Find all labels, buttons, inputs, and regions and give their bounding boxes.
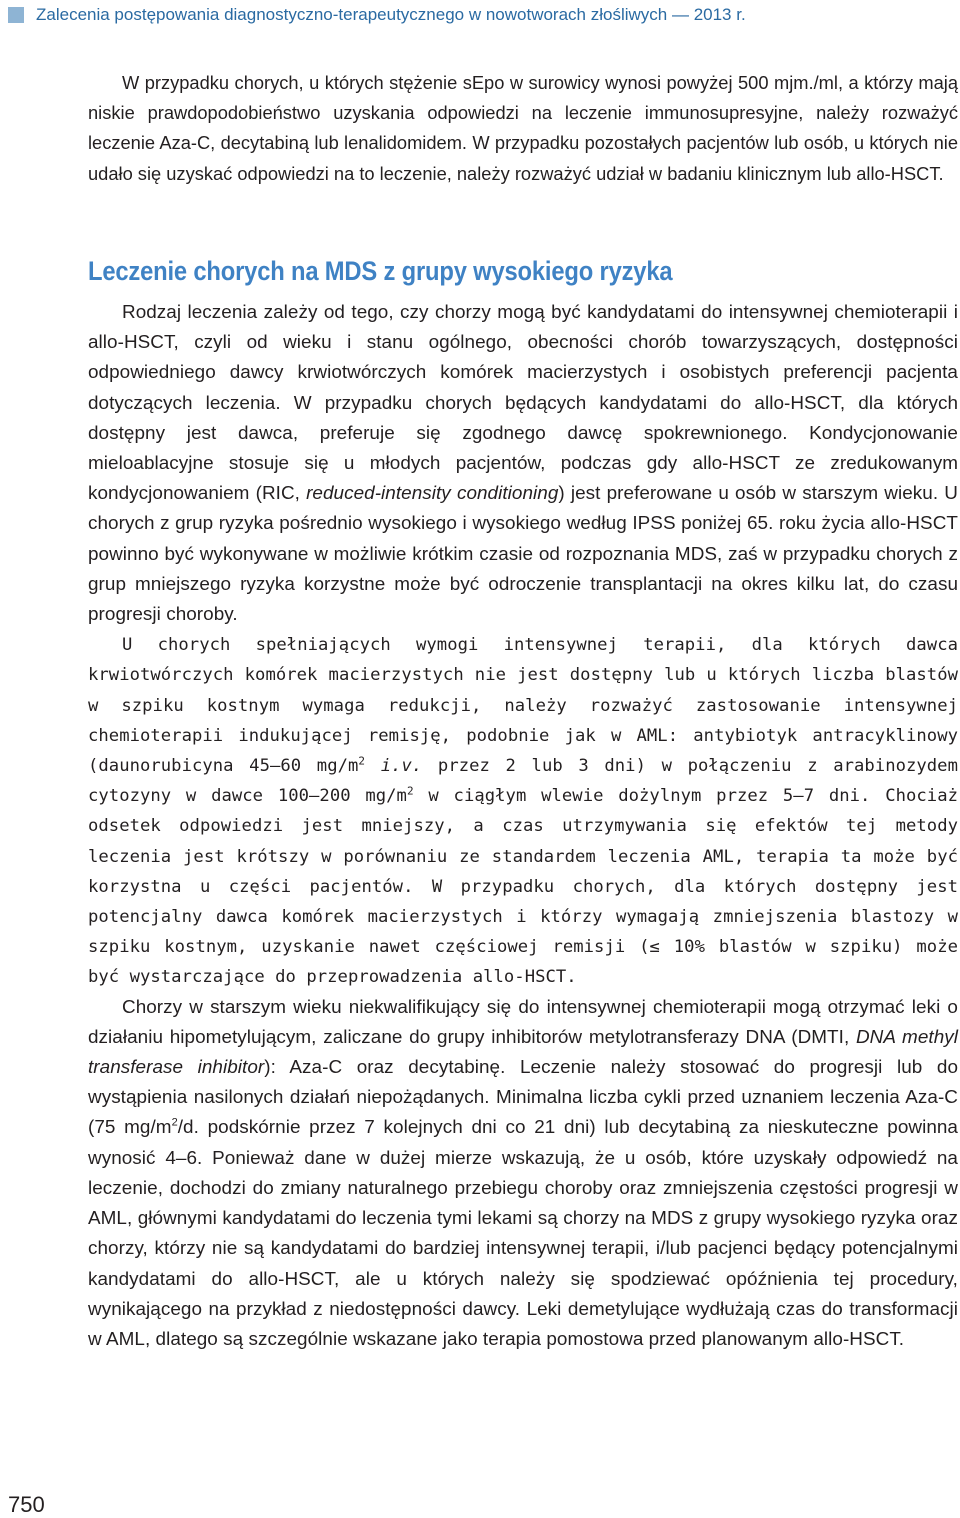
body-paragraph-1-part-a: Rodzaj leczenia zależy od tego, czy chorzy mogą być kandydatami do intensywnej chemioterapii i allo-HSCT, czyli od wieku i stanu ogólnego, obecności chorób towarzyszących, dostępności odpowiedniego dawcy krwiotwórczych komórek macierzystych i osobistych preferencji pacjenta dotyczących leczenia. W przypadku chorych będących kandydatami do allo-HSCT, dla których dostępny jest dawca, preferuje się zgodnego dawcę spokrewnionego. Kondycjonowanie mieloablacyjne stosuje się u młodych pacjentów, podczas gdy allo-HSCT ze zredukowanym kondycjonowaniem (RIC, [88,302,958,505]
body-paragraph-1-italic: reduced-intensity conditioning [306,483,559,505]
body-paragraph-3-superscript: 2 [171,1117,178,1130]
body-paragraph-3 [88,993,958,1355]
running-header [8,2,746,28]
body-paragraph-1-part-b: ) jest preferowane u osób w starszym wieku. U chorych z grup ryzyka pośrednio wysokiego i wysokiego według IPSS poniżej 65. roku życia allo-HSCT powinno być wykonywane w możliwie krótkim czasie od rozpoznania MDS, zaś w przypadku chorych z grup mniejszego ryzyka korzystne może być odroczenie transplantacji na okres kilku lat, do czasu progresji choroby. [88,483,958,626]
section-body [88,298,958,1355]
page-number: 750 [8,1492,45,1517]
body-paragraph-1 [88,298,958,630]
body-paragraph-2-part-c: w ciągłym wlewie dożylnym przez 5–7 dni. Chociaż odsetek odpowiedzi jest mniejszy, a czas utrzymywania się efektów tej metody leczenia jest krótszy w porównaniu ze standardem leczenia AML, terapia ta może być korzystna u części pacjentów. W przypadku chorych, dla których dostępny jest potencjalny dawca komórek macierzystych i którzy wymagają zmniejszenia blastozy w szpiku kostnym, uzyskanie nawet częściowej remisji (≤ 10% blastów w szpiku) może być wystarczające do przeprowadzenia allo-HSCT. [88,786,958,988]
body-paragraph-3-part-c: /d. podskórnie przez 7 kolejnych dni co 21 dni) lub decytabiną za nieskuteczne powinna wynosić 4–6. Ponieważ dane w dużej mierze wskazują, że u osób, które uzyskały odpowiedź na leczenie, dochodzi do zmiany naturalnego przebiegu choroby oraz zmniejszenia częstości progresji w AML, głównymi kandydatami do leczenia tymi lekami są chorzy na MDS z grupy wysokiego ryzyka oraz chorzy, którzy nie są kandydatami do bardziej intensywnej terapii, i/lub pacjenci będący potencjalnymi kandydatami do allo-HSCT, ale u których należy się spodziewać opóźnienia tej procedury, wynikającego na przykład z niedostępności dawcy. Leki demetylujące wydłużają czas do transformacji w AML, dlatego są szczególnie wskazane jako terapia pomostowa przed planowanym allo-HSCT. [88,1117,958,1350]
body-paragraph-2-italic: i.v. [365,756,423,777]
body-paragraph-3-part-b: ): Aza-C oraz decytabinę. Leczenie należy stosować do progresji lub do wystąpienia nasilonych działań niepożądanych. Minimalna liczba cykli przed uznaniem leczenia Aza-C (75 mg/m [88,1057,958,1139]
header-square-marker [8,7,24,23]
section-heading: Leczenie chorych na MDS z grupy wysokiego ryzyka [88,256,673,286]
body-paragraph-2 [88,630,958,992]
body-paragraph-2-superscript-1: 2 [358,754,366,768]
body-paragraph-3-italic: DNA methyl transferase inhibitor [88,1026,958,1079]
body-paragraph-2-part-a: U chorych spełniających wymogi intensywnej terapii, dla których dawca krwiotwórczych komórek macierzystych nie jest dostępny lub u których liczba blastów w szpiku kostnym wymaga redukcji, należy rozważyć zastosowanie intensywnej chemioterapii indukującej remisję, podobnie jak w AML: antybiotyk antracyklinowy (daunorubicyna 45–60 mg/m [88,635,958,777]
body-paragraph-3-part-a: Chorzy w starszym wieku niekwalifikujący się do intensywnej chemioterapii mogą otrzymać leki o działaniu hipometylującym, zaliczane do grupy inhibitorów metylotransferazy DNA (DMTI, [88,996,958,1048]
body-paragraph-2-part-b: przez 2 lub 3 dni) w połączeniu z arabinozydem cytozyny w dawce 100–200 mg/m [88,756,958,807]
intro-paragraph: W przypadku chorych, u których stężenie sEpo w surowicy wynosi powyżej 500 mjm./ml, a którzy mają niskie prawdopodobieństwo uzyskania odpowiedzi na leczenie immunosupresyjne, należy rozważyć leczenie Aza-C, decytabiną lub lenalidomidem. W przypadku pozostałych pacjentów lub osób, u których nie udało się uzyskać odpowiedzi na to leczenie, należy rozważyć udział w badaniu klinicznym lub allo-HSCT. [88,72,958,184]
intro-block [88,68,958,189]
body-paragraph-2-superscript-2: 2 [406,784,414,798]
running-header-title: Zalecenia postępowania diagnostyczno-terapeutycznego w nowotworach złośliwych — 2013 r. [36,5,746,24]
